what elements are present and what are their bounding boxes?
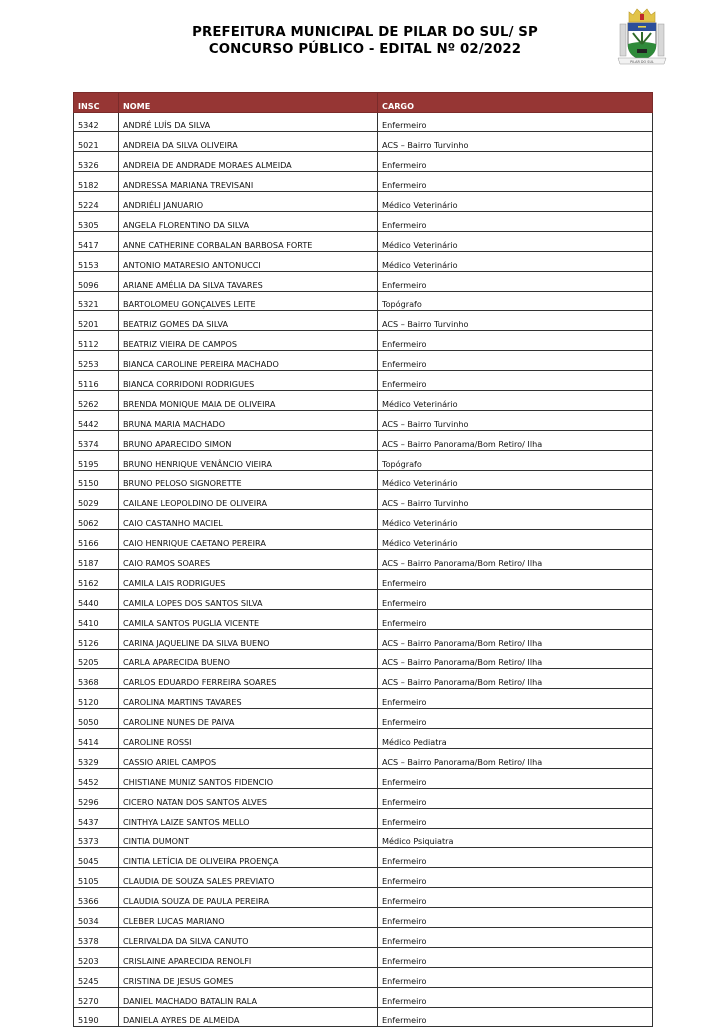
cell-nome: CINTIA LETÍCIA DE OLIVEIRA PROENÇA: [119, 848, 378, 868]
column-header-nome: NOME: [119, 93, 378, 113]
cell-insc: 5437: [74, 808, 119, 828]
cell-nome: CARINA JAQUELINE DA SILVA BUENO: [119, 629, 378, 649]
cell-cargo: Enfermeiro: [378, 589, 653, 609]
table-row: [74, 808, 653, 828]
table-row: [74, 749, 653, 769]
cell-nome: CAROLINE ROSSI: [119, 729, 378, 749]
table-row: [74, 609, 653, 629]
cell-insc: 5153: [74, 251, 119, 271]
cell-insc: 5105: [74, 868, 119, 888]
table-row: [74, 211, 653, 231]
cell-nome: CAIO CASTANHO MACIEL: [119, 510, 378, 530]
cell-insc: 5440: [74, 589, 119, 609]
cell-insc: 5410: [74, 609, 119, 629]
table-row: [74, 928, 653, 948]
cell-nome: CLAUDIA SOUZA DE PAULA PEREIRA: [119, 888, 378, 908]
cell-cargo: Enfermeiro: [378, 709, 653, 729]
cell-nome: CHISTIANE MUNIZ SANTOS FIDENCIO: [119, 768, 378, 788]
cell-insc: 5321: [74, 291, 119, 311]
cell-cargo: Topógrafo: [378, 450, 653, 470]
cell-insc: 5190: [74, 1007, 119, 1027]
cell-cargo: Enfermeiro: [378, 888, 653, 908]
cell-nome: ARIANE AMÉLIA DA SILVA TAVARES: [119, 271, 378, 291]
table-row: [74, 231, 653, 251]
cell-insc: 5326: [74, 152, 119, 172]
cell-cargo: ACS – Bairro Panorama/Bom Retiro/ Ilha: [378, 649, 653, 669]
cell-cargo: Enfermeiro: [378, 768, 653, 788]
cell-nome: BRUNO HENRIQUE VENÂNCIO VIEIRA: [119, 450, 378, 470]
cell-insc: 5245: [74, 967, 119, 987]
cell-insc: 5096: [74, 271, 119, 291]
cell-cargo: Médico Veterinário: [378, 251, 653, 271]
cell-nome: BRENDA MONIQUE MAIA DE OLIVEIRA: [119, 390, 378, 410]
table-row: [74, 450, 653, 470]
cell-insc: 5373: [74, 828, 119, 848]
cell-insc: 5205: [74, 649, 119, 669]
cell-cargo: Enfermeiro: [378, 908, 653, 928]
table-row: [74, 311, 653, 331]
document-subtitle: CONCURSO PÚBLICO - EDITAL Nº 02/2022: [208, 42, 522, 57]
cell-nome: CARLA APARECIDA BUENO: [119, 649, 378, 669]
cell-insc: 5126: [74, 629, 119, 649]
cell-insc: 5270: [74, 987, 119, 1007]
cell-nome: CICERO NATAN DOS SANTOS ALVES: [119, 788, 378, 808]
table-row: [74, 828, 653, 848]
cell-nome: ANDRÉ LUÍS DA SILVA: [119, 112, 378, 132]
cell-nome: CRISTINA DE JESUS GOMES: [119, 967, 378, 987]
cell-cargo: Enfermeiro: [378, 172, 653, 192]
cell-nome: BEATRIZ GOMES DA SILVA: [119, 311, 378, 331]
cell-cargo: ACS – Bairro Turvinho: [378, 490, 653, 510]
table-row: [74, 689, 653, 709]
cell-insc: 5029: [74, 490, 119, 510]
table-row: [74, 669, 653, 689]
table-row: [74, 410, 653, 430]
cell-nome: CLEBER LUCAS MARIANO: [119, 908, 378, 928]
cell-nome: BIANCA CAROLINE PEREIRA MACHADO: [119, 351, 378, 371]
table-row: [74, 629, 653, 649]
cell-nome: ANDRIÉLI JANUARIO: [119, 192, 378, 212]
table-row: [74, 530, 653, 550]
cell-nome: ANDREIA DA SILVA OLIVEIRA: [119, 132, 378, 152]
cell-insc: 5112: [74, 331, 119, 351]
cell-insc: 5442: [74, 410, 119, 430]
cell-nome: CARLOS EDUARDO FERREIRA SOARES: [119, 669, 378, 689]
cell-cargo: Médico Veterinário: [378, 192, 653, 212]
municipal-coat-of-arms-icon: [615, 6, 669, 68]
cell-cargo: ACS – Bairro Panorama/Bom Retiro/ Ilha: [378, 629, 653, 649]
cell-nome: DANIEL MACHADO BATALIN RALA: [119, 987, 378, 1007]
table-row: [74, 192, 653, 212]
cell-nome: CAILANE LEOPOLDINO DE OLIVEIRA: [119, 490, 378, 510]
column-header-insc: INSC: [74, 93, 119, 113]
cell-cargo: ACS – Bairro Turvinho: [378, 311, 653, 331]
cell-nome: CASSIO ARIEL CAMPOS: [119, 749, 378, 769]
cell-cargo: Enfermeiro: [378, 808, 653, 828]
candidates-table: [73, 92, 653, 1027]
cell-cargo: Enfermeiro: [378, 152, 653, 172]
table-row: [74, 132, 653, 152]
cell-insc: 5045: [74, 848, 119, 868]
table-row: [74, 987, 653, 1007]
cell-insc: 5182: [74, 172, 119, 192]
cell-nome: CAMILA LAIS RODRIGUES: [119, 569, 378, 589]
cell-insc: 5253: [74, 351, 119, 371]
cell-cargo: Médico Veterinário: [378, 470, 653, 490]
cell-cargo: Enfermeiro: [378, 987, 653, 1007]
cell-cargo: Médico Psiquiatra: [378, 828, 653, 848]
cell-cargo: ACS – Bairro Panorama/Bom Retiro/ Ilha: [378, 550, 653, 570]
table-header-row: [74, 93, 653, 113]
table-row: [74, 768, 653, 788]
cell-nome: CINTHYA LAIZE SANTOS MELLO: [119, 808, 378, 828]
cell-cargo: Médico Veterinário: [378, 231, 653, 251]
cell-insc: 5050: [74, 709, 119, 729]
cell-nome: ANTONIO MATARESIO ANTONUCCI: [119, 251, 378, 271]
table-row: [74, 430, 653, 450]
cell-cargo: Enfermeiro: [378, 351, 653, 371]
table-row: [74, 152, 653, 172]
cell-cargo: Enfermeiro: [378, 967, 653, 987]
table-row: [74, 589, 653, 609]
cell-insc: 5203: [74, 947, 119, 967]
table-row: [74, 390, 653, 410]
table-row: [74, 569, 653, 589]
table-row: [74, 729, 653, 749]
cell-nome: ANGELA FLORENTINO DA SILVA: [119, 211, 378, 231]
cell-nome: CAROLINA MARTINS TAVARES: [119, 689, 378, 709]
table-row: [74, 351, 653, 371]
cell-cargo: Médico Veterinário: [378, 510, 653, 530]
table-row: [74, 868, 653, 888]
cell-nome: ANNE CATHERINE CORBALAN BARBOSA FORTE: [119, 231, 378, 251]
cell-cargo: ACS – Bairro Panorama/Bom Retiro/ Ilha: [378, 749, 653, 769]
cell-insc: 5034: [74, 908, 119, 928]
cell-nome: BRUNO PELOSO SIGNORETTE: [119, 470, 378, 490]
cell-nome: BRUNA MARIA MACHADO: [119, 410, 378, 430]
cell-nome: BIANCA CORRIDONI RODRIGUES: [119, 371, 378, 391]
cell-cargo: Enfermeiro: [378, 1007, 653, 1027]
table-row: [74, 510, 653, 530]
cell-insc: 5305: [74, 211, 119, 231]
cell-insc: 5062: [74, 510, 119, 530]
table-row: [74, 271, 653, 291]
cell-cargo: Enfermeiro: [378, 331, 653, 351]
cell-insc: 5162: [74, 569, 119, 589]
table-row: [74, 967, 653, 987]
cell-cargo: Enfermeiro: [378, 947, 653, 967]
column-header-cargo: CARGO: [378, 93, 653, 113]
cell-cargo: ACS – Bairro Turvinho: [378, 410, 653, 430]
cell-cargo: Médico Pediatra: [378, 729, 653, 749]
cell-nome: CRISLAINE APARECIDA RENOLFI: [119, 947, 378, 967]
cell-nome: BEATRIZ VIEIRA DE CAMPOS: [119, 331, 378, 351]
cell-insc: 5187: [74, 550, 119, 570]
table-row: [74, 470, 653, 490]
table-row: [74, 649, 653, 669]
table-row: [74, 291, 653, 311]
table-row: [74, 908, 653, 928]
cell-nome: ANDREIA DE ANDRADE MORAES ALMEIDA: [119, 152, 378, 172]
table-row: [74, 490, 653, 510]
cell-nome: DANIELA AYRES DE ALMEIDA: [119, 1007, 378, 1027]
cell-insc: 5116: [74, 371, 119, 391]
cell-nome: CAIO HENRIQUE CAETANO PEREIRA: [119, 530, 378, 550]
cell-nome: CAMILA SANTOS PUGLIA VICENTE: [119, 609, 378, 629]
cell-cargo: Enfermeiro: [378, 788, 653, 808]
cell-nome: CLAUDIA DE SOUZA SALES PREVIATO: [119, 868, 378, 888]
cell-insc: 5414: [74, 729, 119, 749]
cell-cargo: Médico Veterinário: [378, 530, 653, 550]
cell-cargo: Enfermeiro: [378, 569, 653, 589]
cell-insc: 5150: [74, 470, 119, 490]
cell-cargo: Enfermeiro: [378, 271, 653, 291]
table-row: [74, 788, 653, 808]
table-row: [74, 709, 653, 729]
cell-cargo: Enfermeiro: [378, 868, 653, 888]
table-row: [74, 251, 653, 271]
cell-cargo: ACS – Bairro Panorama/Bom Retiro/ Ilha: [378, 430, 653, 450]
cell-nome: CINTIA DUMONT: [119, 828, 378, 848]
cell-cargo: Enfermeiro: [378, 112, 653, 132]
cell-insc: 5374: [74, 430, 119, 450]
cell-insc: 5224: [74, 192, 119, 212]
cell-insc: 5366: [74, 888, 119, 908]
cell-insc: 5262: [74, 390, 119, 410]
cell-insc: 5296: [74, 788, 119, 808]
cell-insc: 5342: [74, 112, 119, 132]
crest-ribbon-text: PILAR DO SUL: [630, 59, 654, 64]
cell-cargo: Enfermeiro: [378, 928, 653, 948]
cell-cargo: ACS – Bairro Panorama/Bom Retiro/ Ilha: [378, 669, 653, 689]
table-row: [74, 888, 653, 908]
cell-nome: CAIO RAMOS SOARES: [119, 550, 378, 570]
table-row: [74, 172, 653, 192]
cell-nome: BARTOLOMEU GONÇALVES LEITE: [119, 291, 378, 311]
cell-nome: CAMILA LOPES DOS SANTOS SILVA: [119, 589, 378, 609]
cell-nome: CLERIVALDA DA SILVA CANUTO: [119, 928, 378, 948]
cell-insc: 5452: [74, 768, 119, 788]
cell-insc: 5417: [74, 231, 119, 251]
cell-cargo: Enfermeiro: [378, 211, 653, 231]
cell-insc: 5378: [74, 928, 119, 948]
cell-cargo: Enfermeiro: [378, 609, 653, 629]
cell-cargo: ACS – Bairro Turvinho: [378, 132, 653, 152]
cell-cargo: Enfermeiro: [378, 689, 653, 709]
cell-insc: 5195: [74, 450, 119, 470]
table-row: [74, 848, 653, 868]
cell-insc: 5329: [74, 749, 119, 769]
cell-nome: ANDRESSA MARIANA TREVISANI: [119, 172, 378, 192]
cell-insc: 5021: [74, 132, 119, 152]
cell-nome: CAROLINE NUNES DE PAIVA: [119, 709, 378, 729]
cell-insc: 5201: [74, 311, 119, 331]
table-row: [74, 331, 653, 351]
cell-cargo: Enfermeiro: [378, 848, 653, 868]
cell-insc: 5120: [74, 689, 119, 709]
table-row: [74, 947, 653, 967]
cell-insc: 5368: [74, 669, 119, 689]
table-row: [74, 550, 653, 570]
cell-cargo: Topógrafo: [378, 291, 653, 311]
table-row: [74, 112, 653, 132]
document-title: PREFEITURA MUNICIPAL DE PILAR DO SUL/ SP: [192, 25, 538, 40]
cell-nome: BRUNO APARECIDO SIMON: [119, 430, 378, 450]
cell-insc: 5166: [74, 530, 119, 550]
table-row: [74, 371, 653, 391]
cell-cargo: Médico Veterinário: [378, 390, 653, 410]
cell-cargo: Enfermeiro: [378, 371, 653, 391]
